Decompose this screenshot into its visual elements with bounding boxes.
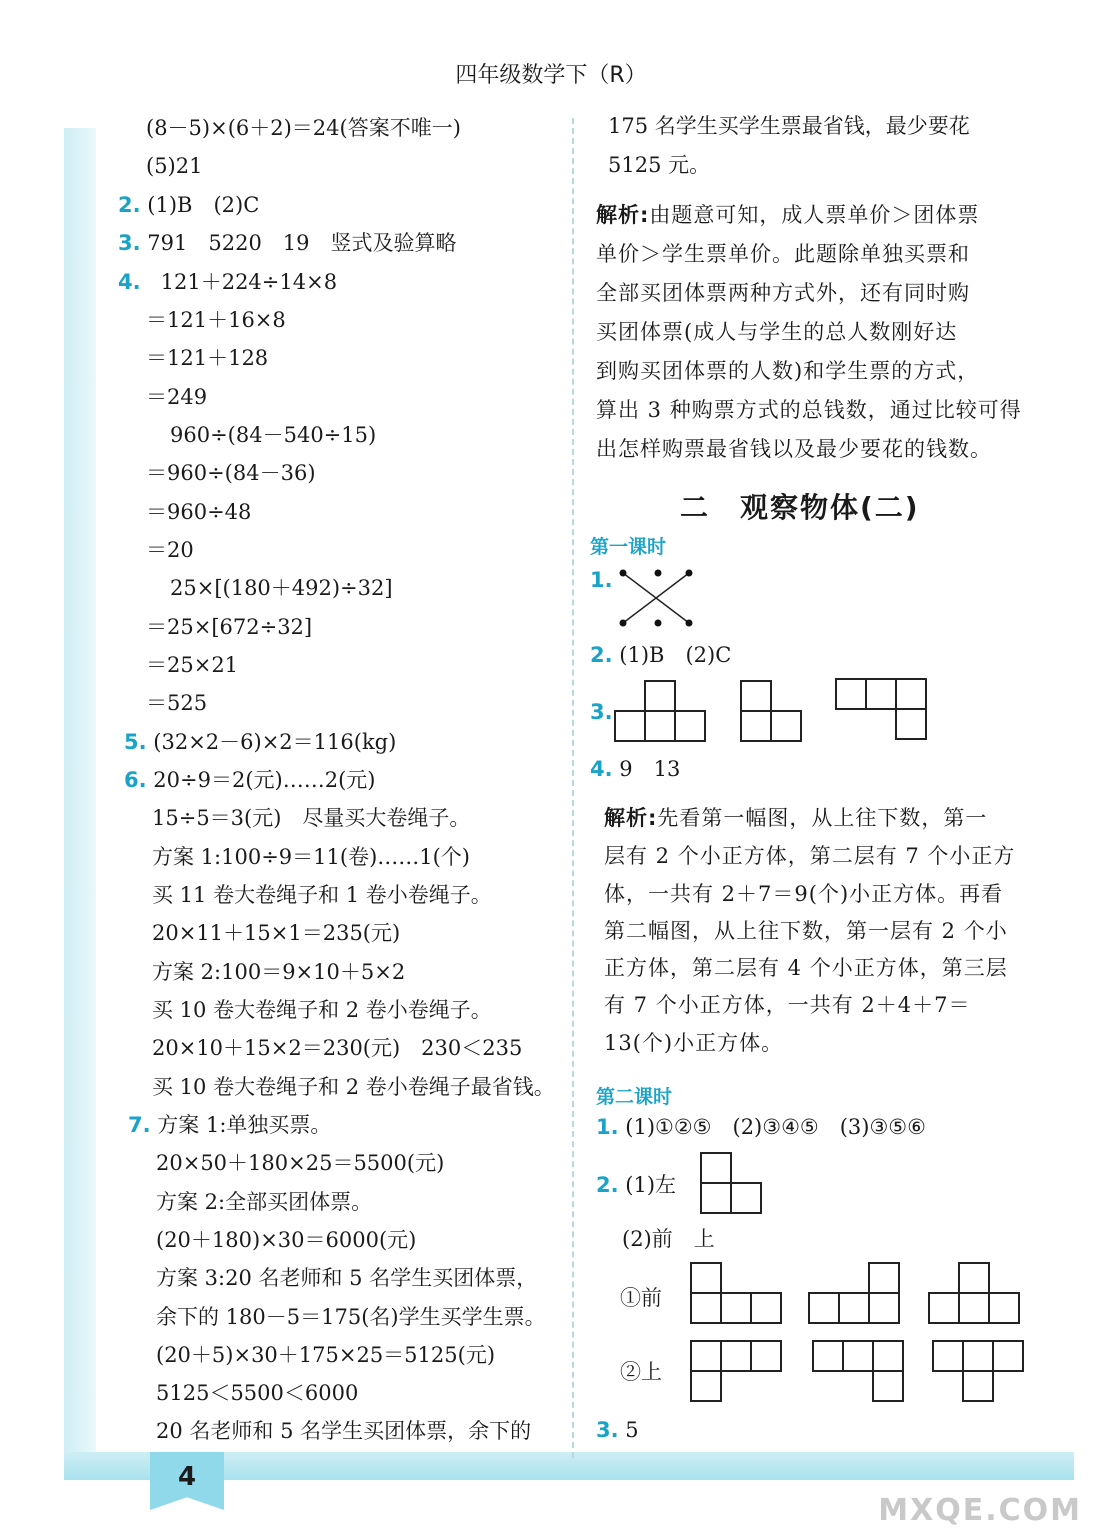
lesson1-question-3 — [590, 702, 613, 723]
answer-line: 960÷(84－540÷15) — [170, 423, 377, 447]
answer-text: (32×2－6)×2＝116(kg) — [153, 730, 397, 754]
answer-line: 方案 1:100÷9＝11(卷)……1(个) — [152, 845, 471, 869]
analysis-line — [596, 205, 979, 226]
answer-text: (1)B (2)C — [147, 193, 260, 217]
lesson-title: 第二课时 — [596, 1086, 673, 1108]
answer-line: 5125＜5500＜6000 — [156, 1381, 359, 1405]
answer-line: 方案 2:100＝9×10＋5×2 — [152, 960, 406, 984]
question-number: 3. — [596, 1418, 619, 1442]
analysis-line: 体，一共有 2＋7＝9(个)小正方体。再看 — [604, 882, 1004, 906]
question-number: 2. — [118, 193, 141, 217]
answer-line: ＝960÷(84－36) — [146, 461, 316, 485]
lesson1-question-2 — [590, 645, 731, 666]
analysis-text: 先看第一幅图，从上往下数，第一 — [657, 806, 988, 830]
answer-line: 余下的 180－5＝175(名)学生买学生票。 — [156, 1305, 546, 1329]
answer-line: 5125 元。 — [608, 153, 711, 177]
question-number: 1. — [590, 568, 613, 592]
analysis-line: 层有 2 个小正方体，第二层有 7 个小正方 — [604, 844, 1016, 868]
question-6 — [124, 770, 375, 791]
cube-view-1 — [614, 680, 706, 742]
analysis-line: 全部买团体票两种方式外，还有同时购 — [596, 281, 970, 305]
front-view-3 — [928, 1262, 1022, 1326]
cube-view-3 — [835, 678, 929, 742]
answer-line: 20×11＋15×1＝235(元) — [152, 921, 401, 945]
analysis-label: 解析: — [596, 203, 650, 227]
question-number: 7. — [128, 1113, 151, 1137]
analysis-line: 算出 3 种购票方式的总钱数，通过比较可得 — [596, 398, 1022, 422]
top-view-1 — [690, 1340, 784, 1404]
question-number: 1. — [596, 1115, 619, 1139]
question-number: 4. — [118, 270, 141, 294]
analysis-label: 解析: — [604, 806, 658, 830]
answer-line: ＝20 — [146, 538, 194, 562]
answer-text: 9 13 — [619, 757, 681, 781]
answer-line: ＝121＋128 — [146, 346, 269, 370]
answer-text: 121＋224÷14×8 — [160, 270, 338, 294]
analysis-line: 第二幅图，从上往下数，第一层有 2 个小 — [604, 919, 1008, 943]
question-number: 5. — [124, 730, 147, 754]
front-view-label: ①前 — [620, 1286, 662, 1310]
question-4 — [118, 272, 337, 293]
answer-text: 791 5220 19 竖式及验算略 — [147, 231, 457, 255]
analysis-line: 13(个)小正方体。 — [604, 1031, 784, 1055]
answer-line: ＝249 — [146, 385, 208, 409]
lesson-title: 第一课时 — [590, 536, 667, 558]
analysis-line — [604, 808, 987, 829]
answer-line: ＝525 — [146, 691, 208, 715]
answer-text: (1)左 — [625, 1173, 677, 1197]
question-number: 2. — [596, 1173, 619, 1197]
question-7 — [128, 1115, 331, 1136]
answer-line: 买 10 卷大卷绳子和 2 卷小卷绳子最省钱。 — [152, 1075, 555, 1099]
answer-text: (1)①②⑤ (2)③④⑤ (3)③⑤⑥ — [625, 1115, 926, 1139]
cube-view-2 — [740, 680, 804, 742]
answer-line: 买 10 卷大卷绳子和 2 卷小卷绳子。 — [152, 998, 492, 1022]
analysis-text: 由题意可知，成人票单价＞团体票 — [649, 203, 980, 227]
lesson1-question-4 — [590, 759, 680, 780]
answer-line: 15÷5＝3(元) 尽量买大卷绳子。 — [152, 806, 471, 830]
answer-line: 25×[(180＋492)÷32] — [170, 576, 393, 600]
answer-line: 20×10＋15×2＝230(元) 230＜235 — [152, 1036, 523, 1060]
answer-line: (20＋5)×30＋175×25＝5125(元) — [156, 1343, 496, 1367]
line-matching-figure — [618, 568, 694, 628]
answer-line: ＝25×[672÷32] — [146, 615, 313, 639]
answer-text: 方案 1:单独买票。 — [157, 1113, 332, 1137]
analysis-line: 单价＞学生票单价。此题除单独买票和 — [596, 242, 970, 266]
left-view-figure — [700, 1152, 764, 1214]
answer-text: 20÷9＝2(元)……2(元) — [153, 768, 376, 792]
page-frame-left — [64, 128, 96, 1468]
answer-line: (20＋180)×30＝6000(元) — [156, 1228, 417, 1252]
top-view-label: ②上 — [620, 1360, 662, 1384]
question-number: 6. — [124, 768, 147, 792]
analysis-line: 出怎样购票最省钱以及最少要花的钱数。 — [596, 437, 992, 461]
question-number: 2. — [590, 643, 613, 667]
page-header: 四年级数学下（R） — [455, 63, 647, 88]
analysis-line: 到购买团体票的人数)和学生票的方式， — [596, 359, 980, 383]
question-number: 3. — [590, 700, 613, 724]
answer-line: 20×50＋180×25＝5500(元) — [156, 1151, 445, 1175]
lesson2-question-1 — [596, 1117, 926, 1138]
question-number: 3. — [118, 231, 141, 255]
answer-text: 5 — [625, 1418, 639, 1442]
watermark: MXQE.COM — [878, 1493, 1082, 1528]
lesson2-question-2 — [596, 1175, 676, 1196]
question-2 — [118, 195, 259, 216]
question-number: 4. — [590, 757, 613, 781]
answer-line: (2)前 上 — [622, 1227, 715, 1251]
answer-line: 买 11 卷大卷绳子和 1 卷小卷绳子。 — [152, 883, 492, 907]
top-view-3 — [932, 1340, 1026, 1404]
page-number: 4 — [177, 1462, 197, 1492]
question-5 — [124, 732, 396, 753]
answer-line: 175 名学生买学生票最省钱，最少要花 — [608, 114, 970, 138]
analysis-line: 有 7 个小正方体，一共有 2＋4＋7＝ — [604, 993, 971, 1017]
front-view-2 — [808, 1262, 902, 1326]
analysis-line: 买团体票(成人与学生的总人数刚好达 — [596, 320, 958, 344]
column-divider — [572, 118, 574, 1458]
answer-line: ＝121＋16×8 — [146, 308, 286, 332]
front-view-1 — [690, 1262, 784, 1326]
lesson2-question-3 — [596, 1420, 639, 1441]
answer-line: 方案 3:20 名老师和 5 名学生买团体票， — [156, 1266, 538, 1290]
answer-line: ＝25×21 — [146, 653, 239, 677]
question-3 — [118, 233, 457, 254]
answer-line: ＝960÷48 — [146, 500, 252, 524]
section-title: 二 观察物体(二) — [680, 491, 920, 524]
lesson1-question-1 — [590, 570, 613, 591]
answer-line: (5)21 — [146, 154, 203, 178]
top-view-2 — [812, 1340, 906, 1404]
answer-line: 方案 2:全部买团体票。 — [156, 1190, 373, 1214]
answer-text: (1)B (2)C — [619, 643, 732, 667]
analysis-line: 正方体，第二层有 4 个小正方体，第三层 — [604, 956, 1008, 980]
answer-line: (8－5)×(6＋2)＝24(答案不唯一) — [146, 116, 461, 140]
answer-line: 20 名老师和 5 名学生买团体票，余下的 — [156, 1419, 532, 1443]
